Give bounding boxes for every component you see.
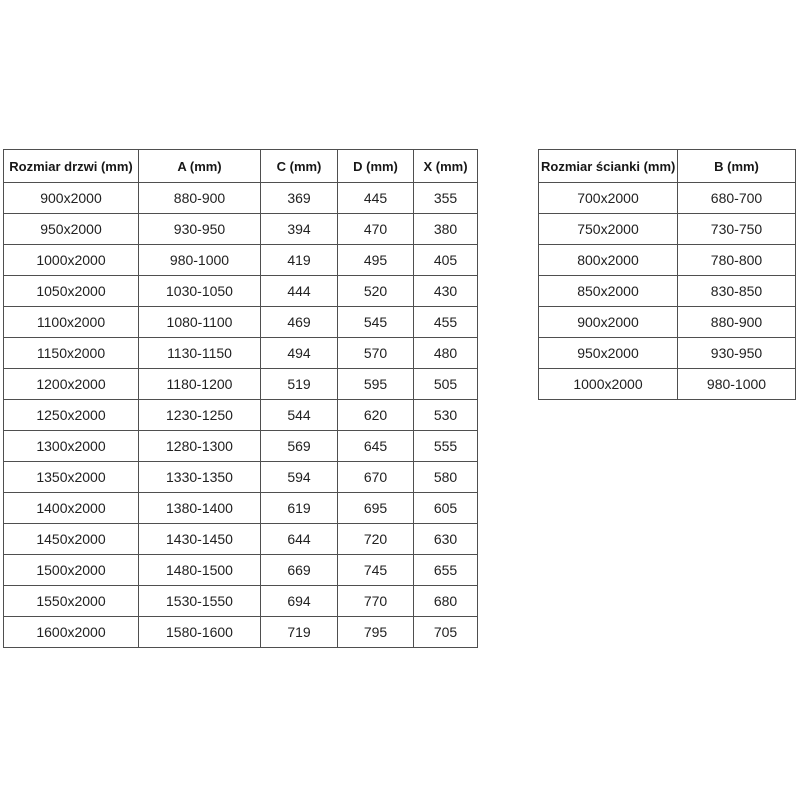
table-cell: 1030-1050	[139, 276, 261, 307]
table-row	[539, 183, 796, 214]
table-row	[539, 338, 796, 369]
column-header: D (mm)	[338, 150, 414, 183]
table-cell: 670	[338, 462, 414, 493]
table-cell: 1430-1450	[139, 524, 261, 555]
wall-table-body	[539, 183, 796, 400]
table-row	[4, 307, 478, 338]
table-cell: 569	[261, 431, 338, 462]
table-cell: 394	[261, 214, 338, 245]
table-cell: 930-950	[139, 214, 261, 245]
table-cell: 605	[414, 493, 478, 524]
table-cell: 480	[414, 338, 478, 369]
table-cell: 795	[338, 617, 414, 648]
table-cell: 1500x2000	[4, 555, 139, 586]
table-cell: 430	[414, 276, 478, 307]
table-cell: 680-700	[678, 183, 796, 214]
table-cell: 1150x2000	[4, 338, 139, 369]
table-cell: 1180-1200	[139, 369, 261, 400]
table-cell: 900x2000	[4, 183, 139, 214]
table-cell: 555	[414, 431, 478, 462]
table-cell: 1130-1150	[139, 338, 261, 369]
table-row	[4, 245, 478, 276]
table-row	[4, 462, 478, 493]
table-cell: 1450x2000	[4, 524, 139, 555]
table-cell: 1300x2000	[4, 431, 139, 462]
table-cell: 570	[338, 338, 414, 369]
table-cell: 405	[414, 245, 478, 276]
table-cell: 1200x2000	[4, 369, 139, 400]
table-cell: 705	[414, 617, 478, 648]
door-size-table	[3, 149, 478, 648]
column-header: A (mm)	[139, 150, 261, 183]
table-cell: 719	[261, 617, 338, 648]
table-cell: 1530-1550	[139, 586, 261, 617]
table-cell: 580	[414, 462, 478, 493]
table-cell: 1330-1350	[139, 462, 261, 493]
table-cell: 1280-1300	[139, 431, 261, 462]
column-header: Rozmiar drzwi (mm)	[4, 150, 139, 183]
table-cell: 1000x2000	[4, 245, 139, 276]
table-cell: 595	[338, 369, 414, 400]
table-cell: 680	[414, 586, 478, 617]
column-header: C (mm)	[261, 150, 338, 183]
table-cell: 1550x2000	[4, 586, 139, 617]
table-cell: 355	[414, 183, 478, 214]
table-cell: 380	[414, 214, 478, 245]
column-header: Rozmiar ścianki (mm)	[539, 150, 678, 183]
table-cell: 644	[261, 524, 338, 555]
table-cell: 880-900	[678, 307, 796, 338]
table-cell: 630	[414, 524, 478, 555]
table-cell: 950x2000	[4, 214, 139, 245]
table-row	[4, 493, 478, 524]
table-cell: 455	[414, 307, 478, 338]
table-cell: 730-750	[678, 214, 796, 245]
table-cell: 520	[338, 276, 414, 307]
table-cell: 1600x2000	[4, 617, 139, 648]
table-cell: 980-1000	[139, 245, 261, 276]
table-cell: 544	[261, 400, 338, 431]
table-cell: 519	[261, 369, 338, 400]
table-cell: 950x2000	[539, 338, 678, 369]
table-cell: 780-800	[678, 245, 796, 276]
table-cell: 1580-1600	[139, 617, 261, 648]
table-cell: 494	[261, 338, 338, 369]
table-cell: 1480-1500	[139, 555, 261, 586]
table-row	[4, 400, 478, 431]
table-cell: 545	[338, 307, 414, 338]
table-row	[4, 524, 478, 555]
table-cell: 745	[338, 555, 414, 586]
table-cell: 1350x2000	[4, 462, 139, 493]
table-cell: 470	[338, 214, 414, 245]
table-cell: 1250x2000	[4, 400, 139, 431]
table-row	[4, 338, 478, 369]
table-row	[539, 276, 796, 307]
door-table-header-row	[4, 150, 478, 183]
table-row	[4, 586, 478, 617]
table-cell: 1000x2000	[539, 369, 678, 400]
table-cell: 1100x2000	[4, 307, 139, 338]
table-cell: 1400x2000	[4, 493, 139, 524]
table-row	[4, 214, 478, 245]
table-cell: 770	[338, 586, 414, 617]
table-row	[539, 214, 796, 245]
table-cell: 1080-1100	[139, 307, 261, 338]
table-cell: 669	[261, 555, 338, 586]
table-cell: 594	[261, 462, 338, 493]
table-cell: 850x2000	[539, 276, 678, 307]
wall-table-header-row	[539, 150, 796, 183]
table-row	[539, 369, 796, 400]
table-row	[4, 183, 478, 214]
table-cell: 369	[261, 183, 338, 214]
table-cell: 530	[414, 400, 478, 431]
table-cell: 469	[261, 307, 338, 338]
table-cell: 695	[338, 493, 414, 524]
table-cell: 700x2000	[539, 183, 678, 214]
table-cell: 1230-1250	[139, 400, 261, 431]
table-cell: 830-850	[678, 276, 796, 307]
column-header: B (mm)	[678, 150, 796, 183]
table-cell: 505	[414, 369, 478, 400]
table-cell: 720	[338, 524, 414, 555]
wall-size-table	[538, 149, 796, 400]
table-cell: 495	[338, 245, 414, 276]
table-row	[4, 276, 478, 307]
column-header: X (mm)	[414, 150, 478, 183]
table-cell: 1050x2000	[4, 276, 139, 307]
table-row	[4, 369, 478, 400]
table-cell: 620	[338, 400, 414, 431]
table-cell: 930-950	[678, 338, 796, 369]
table-cell: 694	[261, 586, 338, 617]
table-cell: 980-1000	[678, 369, 796, 400]
table-cell: 750x2000	[539, 214, 678, 245]
table-row	[539, 245, 796, 276]
table-row	[539, 307, 796, 338]
table-cell: 655	[414, 555, 478, 586]
table-cell: 444	[261, 276, 338, 307]
table-cell: 419	[261, 245, 338, 276]
table-cell: 800x2000	[539, 245, 678, 276]
door-table-body	[4, 183, 478, 648]
table-cell: 645	[338, 431, 414, 462]
table-cell: 619	[261, 493, 338, 524]
table-row	[4, 617, 478, 648]
table-cell: 880-900	[139, 183, 261, 214]
table-cell: 445	[338, 183, 414, 214]
table-row	[4, 555, 478, 586]
table-row	[4, 431, 478, 462]
table-cell: 1380-1400	[139, 493, 261, 524]
table-cell: 900x2000	[539, 307, 678, 338]
